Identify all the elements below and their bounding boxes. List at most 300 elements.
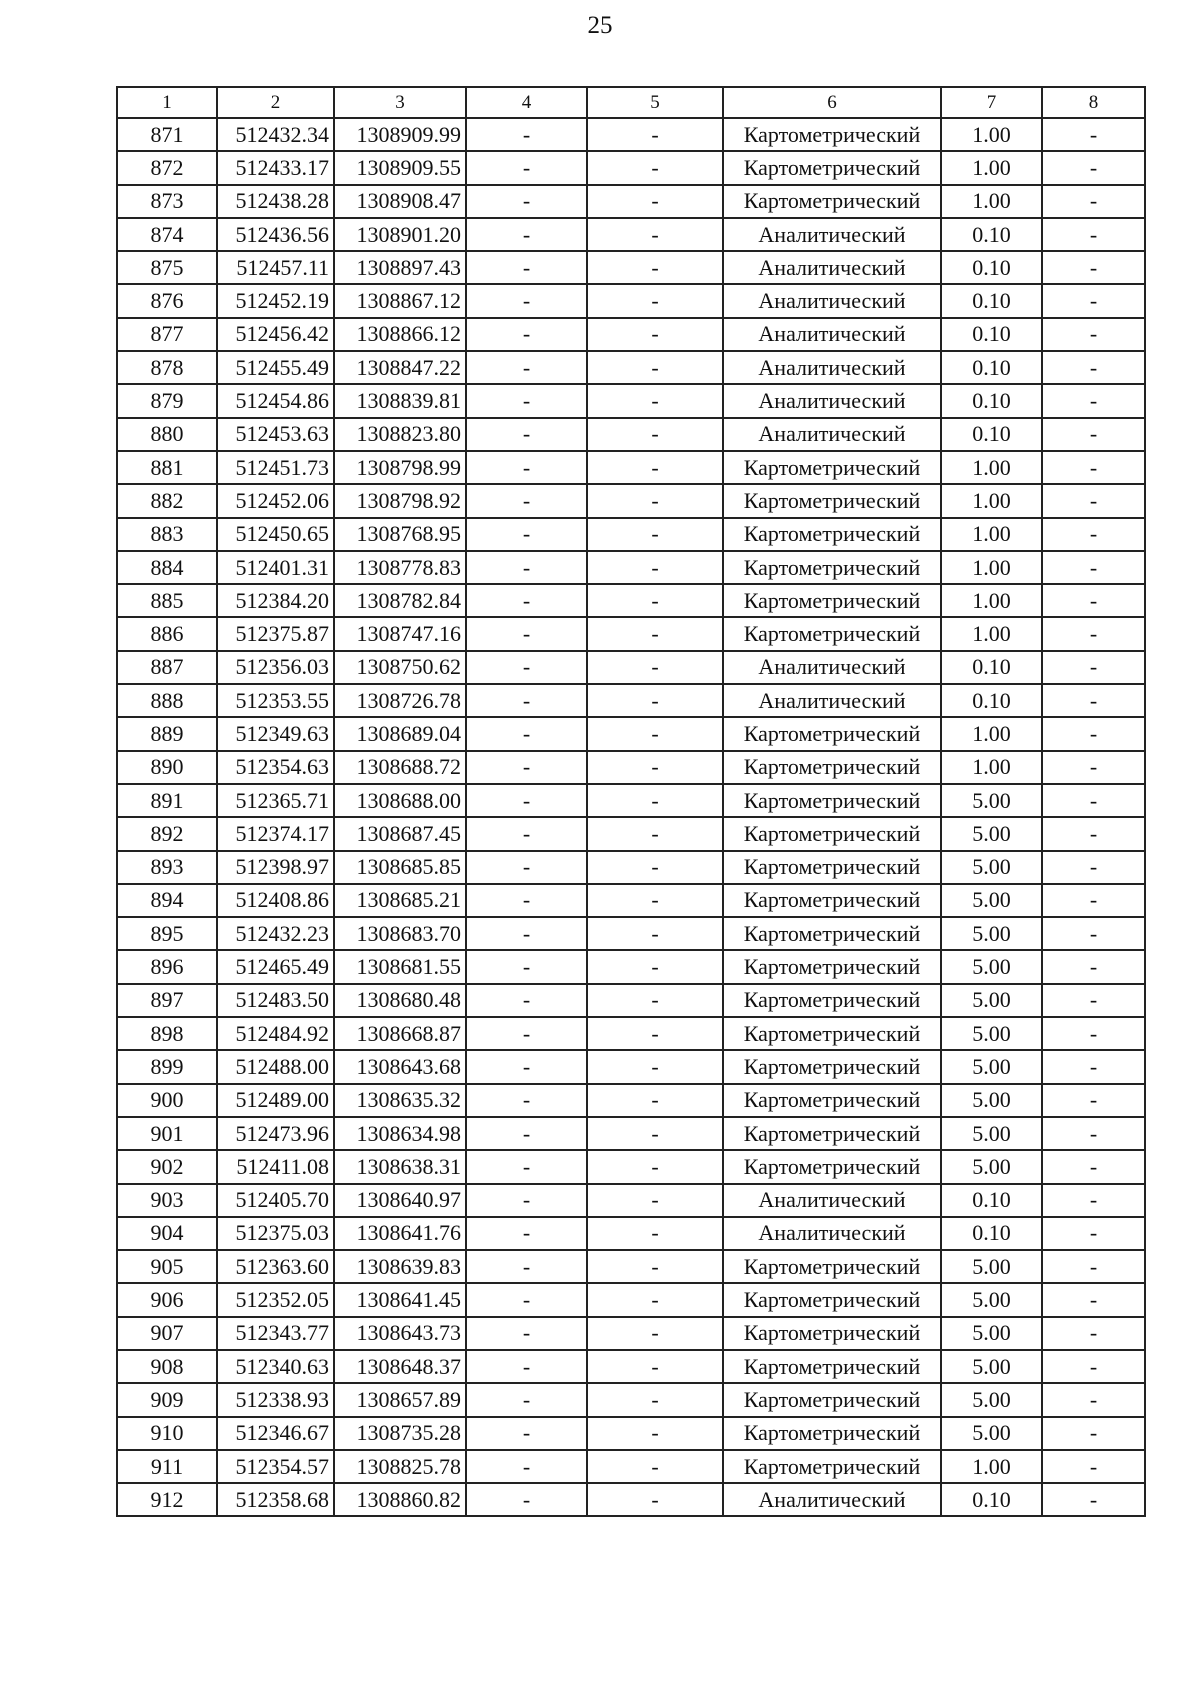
column-8-cell: - (1042, 1450, 1145, 1483)
method-cell: Аналитический (723, 318, 941, 351)
column-5-cell: - (587, 684, 723, 717)
accuracy-cell: 0.10 (941, 418, 1042, 451)
column-4-cell: - (466, 917, 587, 950)
column-5-cell: - (587, 1350, 723, 1383)
table-row (117, 151, 1145, 184)
method-cell: Картометрический (723, 151, 941, 184)
column-5-cell: - (587, 884, 723, 917)
table-row (117, 351, 1145, 384)
method-cell: Картометрический (723, 118, 941, 151)
accuracy-cell: 0.10 (941, 284, 1042, 317)
point-number-cell: 871 (117, 118, 217, 151)
point-number-cell: 891 (117, 784, 217, 817)
point-number-cell: 902 (117, 1150, 217, 1183)
point-number-cell: 907 (117, 1317, 217, 1350)
accuracy-cell: 0.10 (941, 318, 1042, 351)
table-row (117, 451, 1145, 484)
column-4-cell: - (466, 717, 587, 750)
y-coordinate-cell: 1308639.83 (334, 1250, 466, 1283)
column-8-cell: - (1042, 784, 1145, 817)
accuracy-cell: 0.10 (941, 684, 1042, 717)
method-cell: Аналитический (723, 651, 941, 684)
y-coordinate-cell: 1308643.73 (334, 1317, 466, 1350)
method-cell: Аналитический (723, 1217, 941, 1250)
y-coordinate-cell: 1308726.78 (334, 684, 466, 717)
column-4-cell: - (466, 817, 587, 850)
column-8-cell: - (1042, 551, 1145, 584)
point-number-cell: 886 (117, 617, 217, 650)
y-coordinate-cell: 1308798.92 (334, 484, 466, 517)
column-4-cell: - (466, 1084, 587, 1117)
column-4-cell: - (466, 984, 587, 1017)
method-cell: Аналитический (723, 351, 941, 384)
accuracy-cell: 5.00 (941, 1417, 1042, 1450)
accuracy-cell: 0.10 (941, 251, 1042, 284)
x-coordinate-cell: 512398.97 (217, 851, 334, 884)
accuracy-cell: 0.10 (941, 651, 1042, 684)
accuracy-cell: 0.10 (941, 1184, 1042, 1217)
x-coordinate-cell: 512340.63 (217, 1350, 334, 1383)
column-5-cell: - (587, 1450, 723, 1483)
column-4-cell: - (466, 684, 587, 717)
column-8-cell: - (1042, 884, 1145, 917)
y-coordinate-cell: 1308635.32 (334, 1084, 466, 1117)
table-row (117, 1050, 1145, 1083)
accuracy-cell: 0.10 (941, 384, 1042, 417)
point-number-cell: 900 (117, 1084, 217, 1117)
table-row (117, 1383, 1145, 1416)
accuracy-cell: 1.00 (941, 518, 1042, 551)
method-cell: Картометрический (723, 884, 941, 917)
point-number-cell: 889 (117, 717, 217, 750)
y-coordinate-cell: 1308839.81 (334, 384, 466, 417)
table-row (117, 1450, 1145, 1483)
x-coordinate-cell: 512465.49 (217, 950, 334, 983)
column-8-cell: - (1042, 484, 1145, 517)
table-row (117, 1084, 1145, 1117)
column-8-cell: - (1042, 717, 1145, 750)
method-cell: Аналитический (723, 218, 941, 251)
column-4-cell: - (466, 751, 587, 784)
point-number-cell: 874 (117, 218, 217, 251)
column-8-cell: - (1042, 1317, 1145, 1350)
table-row (117, 118, 1145, 151)
x-coordinate-cell: 512365.71 (217, 784, 334, 817)
column-5-cell: - (587, 484, 723, 517)
y-coordinate-cell: 1308768.95 (334, 518, 466, 551)
column-8-cell: - (1042, 185, 1145, 218)
column-5-cell: - (587, 851, 723, 884)
y-coordinate-cell: 1308634.98 (334, 1117, 466, 1150)
column-4-cell: - (466, 651, 587, 684)
column-5-cell: - (587, 1250, 723, 1283)
y-coordinate-cell: 1308641.45 (334, 1283, 466, 1316)
method-cell: Аналитический (723, 418, 941, 451)
point-number-cell: 890 (117, 751, 217, 784)
table-row (117, 1017, 1145, 1050)
y-coordinate-cell: 1308825.78 (334, 1450, 466, 1483)
y-coordinate-cell: 1308860.82 (334, 1483, 466, 1516)
column-8-cell: - (1042, 318, 1145, 351)
column-4-cell: - (466, 1417, 587, 1450)
table-row (117, 784, 1145, 817)
method-cell: Картометрический (723, 551, 941, 584)
point-number-cell: 887 (117, 651, 217, 684)
method-cell: Картометрический (723, 185, 941, 218)
column-8-cell: - (1042, 1084, 1145, 1117)
x-coordinate-cell: 512356.03 (217, 651, 334, 684)
table-row (117, 1217, 1145, 1250)
point-number-cell: 908 (117, 1350, 217, 1383)
x-coordinate-cell: 512353.55 (217, 684, 334, 717)
accuracy-cell: 1.00 (941, 584, 1042, 617)
coordinates-table (116, 86, 1146, 1517)
column-4-cell: - (466, 518, 587, 551)
y-coordinate-cell: 1308909.99 (334, 118, 466, 151)
column-8-cell: - (1042, 584, 1145, 617)
method-cell: Аналитический (723, 251, 941, 284)
column-5-cell: - (587, 185, 723, 218)
point-number-cell: 880 (117, 418, 217, 451)
y-coordinate-cell: 1308847.22 (334, 351, 466, 384)
y-coordinate-cell: 1308897.43 (334, 251, 466, 284)
column-4-cell: - (466, 1217, 587, 1250)
table-row (117, 1483, 1145, 1516)
method-cell: Картометрический (723, 717, 941, 750)
table-row (117, 1350, 1145, 1383)
column-5-cell: - (587, 584, 723, 617)
point-number-cell: 881 (117, 451, 217, 484)
column-5-cell: - (587, 1417, 723, 1450)
method-cell: Картометрический (723, 451, 941, 484)
y-coordinate-cell: 1308823.80 (334, 418, 466, 451)
method-cell: Аналитический (723, 1483, 941, 1516)
point-number-cell: 882 (117, 484, 217, 517)
point-number-cell: 875 (117, 251, 217, 284)
column-8-cell: - (1042, 1383, 1145, 1416)
accuracy-cell: 1.00 (941, 551, 1042, 584)
x-coordinate-cell: 512375.87 (217, 617, 334, 650)
column-5-cell: - (587, 751, 723, 784)
column-8-cell: - (1042, 617, 1145, 650)
method-cell: Картометрический (723, 1417, 941, 1450)
accuracy-cell: 5.00 (941, 1250, 1042, 1283)
column-5-cell: - (587, 218, 723, 251)
column-5-cell: - (587, 717, 723, 750)
column-5-cell: - (587, 1317, 723, 1350)
x-coordinate-cell: 512432.23 (217, 917, 334, 950)
column-header: 5 (587, 87, 723, 118)
method-cell: Картометрический (723, 1017, 941, 1050)
column-header: 3 (334, 87, 466, 118)
x-coordinate-cell: 512452.19 (217, 284, 334, 317)
column-5-cell: - (587, 1084, 723, 1117)
x-coordinate-cell: 512473.96 (217, 1117, 334, 1150)
column-8-cell: - (1042, 1117, 1145, 1150)
point-number-cell: 873 (117, 185, 217, 218)
accuracy-cell: 5.00 (941, 1150, 1042, 1183)
method-cell: Картометрический (723, 584, 941, 617)
point-number-cell: 910 (117, 1417, 217, 1450)
column-8-cell: - (1042, 1350, 1145, 1383)
y-coordinate-cell: 1308735.28 (334, 1417, 466, 1450)
table-row (117, 1417, 1145, 1450)
table-row (117, 584, 1145, 617)
column-4-cell: - (466, 1017, 587, 1050)
table-row (117, 617, 1145, 650)
column-8-cell: - (1042, 1017, 1145, 1050)
column-5-cell: - (587, 551, 723, 584)
table-row (117, 185, 1145, 218)
column-4-cell: - (466, 617, 587, 650)
method-cell: Картометрический (723, 1383, 941, 1416)
table-row (117, 384, 1145, 417)
point-number-cell: 876 (117, 284, 217, 317)
x-coordinate-cell: 512363.60 (217, 1250, 334, 1283)
y-coordinate-cell: 1308688.00 (334, 784, 466, 817)
column-8-cell: - (1042, 1417, 1145, 1450)
column-5-cell: - (587, 418, 723, 451)
column-8-cell: - (1042, 1184, 1145, 1217)
y-coordinate-cell: 1308778.83 (334, 551, 466, 584)
column-header: 2 (217, 87, 334, 118)
column-5-cell: - (587, 950, 723, 983)
accuracy-cell: 5.00 (941, 917, 1042, 950)
accuracy-cell: 5.00 (941, 1350, 1042, 1383)
column-8-cell: - (1042, 851, 1145, 884)
method-cell: Картометрический (723, 950, 941, 983)
method-cell: Картометрический (723, 751, 941, 784)
x-coordinate-cell: 512433.17 (217, 151, 334, 184)
table-row (117, 518, 1145, 551)
table-row (117, 717, 1145, 750)
y-coordinate-cell: 1308688.72 (334, 751, 466, 784)
x-coordinate-cell: 512453.63 (217, 418, 334, 451)
table-header-row (117, 87, 1145, 118)
table-row (117, 1184, 1145, 1217)
accuracy-cell: 1.00 (941, 185, 1042, 218)
accuracy-cell: 5.00 (941, 1117, 1042, 1150)
column-4-cell: - (466, 1383, 587, 1416)
column-5-cell: - (587, 917, 723, 950)
y-coordinate-cell: 1308901.20 (334, 218, 466, 251)
column-4-cell: - (466, 784, 587, 817)
column-8-cell: - (1042, 284, 1145, 317)
column-8-cell: - (1042, 1050, 1145, 1083)
table-row (117, 1150, 1145, 1183)
accuracy-cell: 5.00 (941, 784, 1042, 817)
column-8-cell: - (1042, 917, 1145, 950)
table-row (117, 817, 1145, 850)
column-header: 4 (466, 87, 587, 118)
column-4-cell: - (466, 1283, 587, 1316)
method-cell: Картометрический (723, 984, 941, 1017)
column-5-cell: - (587, 617, 723, 650)
column-4-cell: - (466, 1250, 587, 1283)
x-coordinate-cell: 512488.00 (217, 1050, 334, 1083)
x-coordinate-cell: 512451.73 (217, 451, 334, 484)
accuracy-cell: 0.10 (941, 351, 1042, 384)
column-5-cell: - (587, 118, 723, 151)
table-row (117, 318, 1145, 351)
y-coordinate-cell: 1308798.99 (334, 451, 466, 484)
point-number-cell: 906 (117, 1283, 217, 1316)
x-coordinate-cell: 512374.17 (217, 817, 334, 850)
method-cell: Картометрический (723, 1317, 941, 1350)
column-5-cell: - (587, 817, 723, 850)
column-4-cell: - (466, 1483, 587, 1516)
point-number-cell: 911 (117, 1450, 217, 1483)
column-5-cell: - (587, 351, 723, 384)
y-coordinate-cell: 1308750.62 (334, 651, 466, 684)
column-8-cell: - (1042, 251, 1145, 284)
column-8-cell: - (1042, 351, 1145, 384)
method-cell: Картометрический (723, 1450, 941, 1483)
y-coordinate-cell: 1308657.89 (334, 1383, 466, 1416)
column-5-cell: - (587, 251, 723, 284)
table-row (117, 984, 1145, 1017)
column-5-cell: - (587, 384, 723, 417)
point-number-cell: 912 (117, 1483, 217, 1516)
point-number-cell: 903 (117, 1184, 217, 1217)
x-coordinate-cell: 512489.00 (217, 1084, 334, 1117)
column-4-cell: - (466, 584, 587, 617)
table-row (117, 950, 1145, 983)
column-5-cell: - (587, 1184, 723, 1217)
y-coordinate-cell: 1308908.47 (334, 185, 466, 218)
column-8-cell: - (1042, 1483, 1145, 1516)
column-4-cell: - (466, 950, 587, 983)
x-coordinate-cell: 512483.50 (217, 984, 334, 1017)
point-number-cell: 885 (117, 584, 217, 617)
y-coordinate-cell: 1308641.76 (334, 1217, 466, 1250)
method-cell: Картометрический (723, 1250, 941, 1283)
column-4-cell: - (466, 185, 587, 218)
point-number-cell: 904 (117, 1217, 217, 1250)
column-4-cell: - (466, 218, 587, 251)
column-8-cell: - (1042, 151, 1145, 184)
point-number-cell: 896 (117, 950, 217, 983)
column-4-cell: - (466, 118, 587, 151)
method-cell: Картометрический (723, 917, 941, 950)
x-coordinate-cell: 512408.86 (217, 884, 334, 917)
point-number-cell: 888 (117, 684, 217, 717)
column-4-cell: - (466, 418, 587, 451)
column-4-cell: - (466, 151, 587, 184)
column-8-cell: - (1042, 218, 1145, 251)
accuracy-cell: 1.00 (941, 451, 1042, 484)
point-number-cell: 909 (117, 1383, 217, 1416)
accuracy-cell: 5.00 (941, 817, 1042, 850)
point-number-cell: 877 (117, 318, 217, 351)
y-coordinate-cell: 1308867.12 (334, 284, 466, 317)
x-coordinate-cell: 512452.06 (217, 484, 334, 517)
x-coordinate-cell: 512411.08 (217, 1150, 334, 1183)
column-5-cell: - (587, 1050, 723, 1083)
table-row (117, 418, 1145, 451)
column-4-cell: - (466, 484, 587, 517)
x-coordinate-cell: 512358.68 (217, 1483, 334, 1516)
column-8-cell: - (1042, 651, 1145, 684)
accuracy-cell: 0.10 (941, 218, 1042, 251)
column-8-cell: - (1042, 817, 1145, 850)
point-number-cell: 872 (117, 151, 217, 184)
accuracy-cell: 0.10 (941, 1217, 1042, 1250)
method-cell: Картометрический (723, 518, 941, 551)
column-5-cell: - (587, 1117, 723, 1150)
x-coordinate-cell: 512401.31 (217, 551, 334, 584)
y-coordinate-cell: 1308668.87 (334, 1017, 466, 1050)
table-row (117, 1283, 1145, 1316)
method-cell: Аналитический (723, 684, 941, 717)
column-5-cell: - (587, 284, 723, 317)
column-8-cell: - (1042, 1250, 1145, 1283)
y-coordinate-cell: 1308643.68 (334, 1050, 466, 1083)
table-row (117, 284, 1145, 317)
column-5-cell: - (587, 1150, 723, 1183)
table-row (117, 251, 1145, 284)
column-8-cell: - (1042, 451, 1145, 484)
method-cell: Аналитический (723, 284, 941, 317)
column-header: 7 (941, 87, 1042, 118)
column-header: 8 (1042, 87, 1145, 118)
point-number-cell: 878 (117, 351, 217, 384)
x-coordinate-cell: 512352.05 (217, 1283, 334, 1316)
x-coordinate-cell: 512436.56 (217, 218, 334, 251)
y-coordinate-cell: 1308640.97 (334, 1184, 466, 1217)
method-cell: Картометрический (723, 1084, 941, 1117)
column-8-cell: - (1042, 118, 1145, 151)
x-coordinate-cell: 512338.93 (217, 1383, 334, 1416)
table-row (117, 751, 1145, 784)
y-coordinate-cell: 1308638.31 (334, 1150, 466, 1183)
column-4-cell: - (466, 551, 587, 584)
column-4-cell: - (466, 1350, 587, 1383)
accuracy-cell: 5.00 (941, 1084, 1042, 1117)
column-8-cell: - (1042, 418, 1145, 451)
column-5-cell: - (587, 1217, 723, 1250)
column-4-cell: - (466, 851, 587, 884)
x-coordinate-cell: 512438.28 (217, 185, 334, 218)
column-8-cell: - (1042, 684, 1145, 717)
y-coordinate-cell: 1308681.55 (334, 950, 466, 983)
accuracy-cell: 5.00 (941, 1050, 1042, 1083)
accuracy-cell: 1.00 (941, 1450, 1042, 1483)
accuracy-cell: 1.00 (941, 717, 1042, 750)
column-5-cell: - (587, 1483, 723, 1516)
column-5-cell: - (587, 1383, 723, 1416)
y-coordinate-cell: 1308689.04 (334, 717, 466, 750)
column-header: 1 (117, 87, 217, 118)
x-coordinate-cell: 512354.63 (217, 751, 334, 784)
x-coordinate-cell: 512454.86 (217, 384, 334, 417)
point-number-cell: 901 (117, 1117, 217, 1150)
column-5-cell: - (587, 1017, 723, 1050)
column-8-cell: - (1042, 518, 1145, 551)
table-row (117, 484, 1145, 517)
method-cell: Картометрический (723, 484, 941, 517)
y-coordinate-cell: 1308747.16 (334, 617, 466, 650)
y-coordinate-cell: 1308782.84 (334, 584, 466, 617)
accuracy-cell: 1.00 (941, 484, 1042, 517)
table-row (117, 1117, 1145, 1150)
column-4-cell: - (466, 1150, 587, 1183)
column-header: 6 (723, 87, 941, 118)
table-row (117, 851, 1145, 884)
x-coordinate-cell: 512450.65 (217, 518, 334, 551)
column-4-cell: - (466, 1117, 587, 1150)
accuracy-cell: 5.00 (941, 950, 1042, 983)
